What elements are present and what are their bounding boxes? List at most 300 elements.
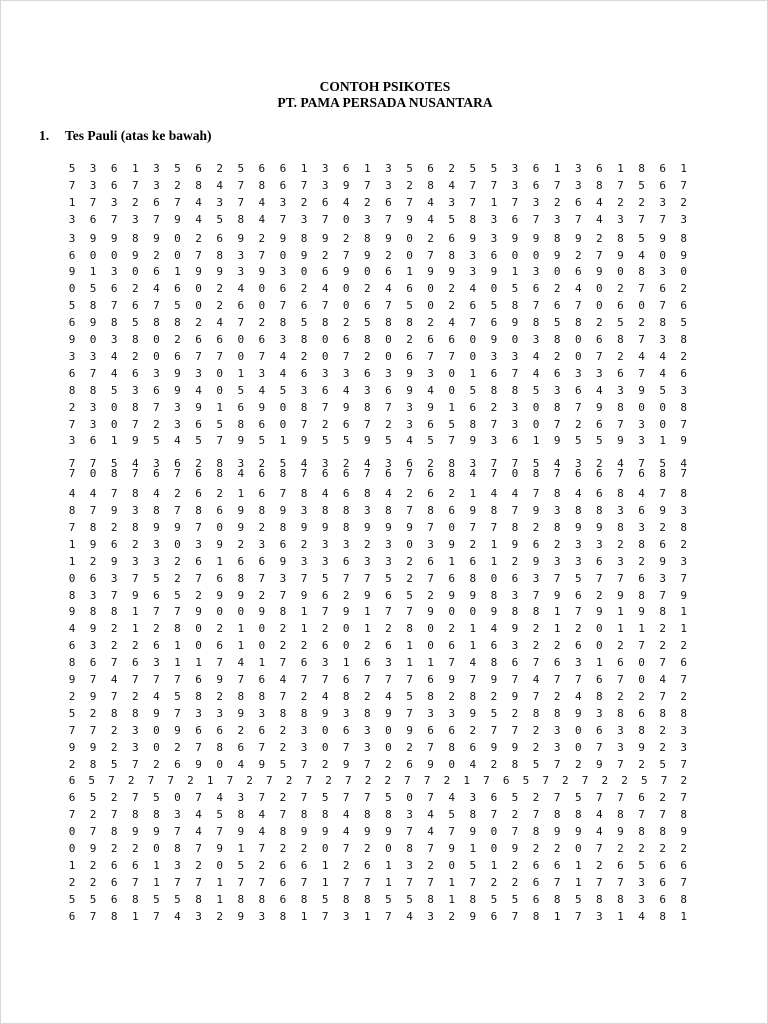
grid-digit: 6 (342, 673, 350, 686)
grid-digit: 6 (195, 554, 202, 568)
grid-digit: 6 (427, 673, 434, 686)
grid-digit: 8 (406, 842, 413, 855)
grid-digit: 6 (574, 265, 582, 279)
grid-digit: 2 (342, 457, 350, 471)
grid-digit: 2 (364, 842, 371, 855)
grid-digit: 6 (110, 178, 118, 192)
grid-digit: 7 (469, 875, 477, 889)
grid-digit: 2 (131, 639, 139, 653)
grid-digit: 8 (68, 656, 76, 670)
grid-digit: 7 (300, 178, 308, 192)
grid-row (67, 249, 689, 262)
grid-digit: 6 (321, 383, 329, 397)
grid-digit: 7 (89, 457, 97, 471)
grid-digit: 6 (153, 195, 160, 209)
grid-digit: 8 (385, 316, 392, 330)
grid-digit: 6 (364, 299, 371, 313)
grid-digit: 7 (195, 571, 202, 585)
grid-digit: 7 (617, 467, 624, 481)
grid-digit: 4 (659, 673, 666, 686)
grid-digit: 8 (237, 808, 245, 822)
grid-digit: 2 (279, 622, 287, 636)
grid-digit: 2 (131, 195, 139, 209)
grid-digit: 5 (110, 757, 118, 771)
grid-digit: 2 (300, 537, 308, 551)
grid-digit: 6 (321, 195, 329, 209)
grid-digit: 4 (153, 689, 160, 703)
grid-digit: 5 (110, 383, 118, 397)
grid-digit: 7 (469, 195, 477, 209)
grid-digit: 1 (469, 487, 477, 501)
grid-digit: 8 (68, 504, 76, 517)
grid-digit: 2 (617, 195, 624, 209)
grid-digit: 2 (279, 791, 287, 805)
grid-digit: 2 (300, 842, 308, 855)
grid-digit: 2 (638, 195, 645, 209)
grid-digit: 7 (680, 571, 688, 585)
grid-digit: 5 (596, 434, 603, 448)
grid-digit: 7 (574, 605, 582, 619)
grid-digit: 2 (448, 162, 455, 175)
grid-digit: 0 (385, 349, 392, 363)
grid-digit: 2 (532, 639, 540, 653)
grid-digit: 7 (532, 689, 540, 703)
grid-digit: 2 (89, 808, 97, 822)
grid-digit: 1 (153, 875, 160, 889)
grid-digit: 9 (617, 248, 624, 262)
grid-digit: 3 (617, 383, 624, 397)
grid-digit: 7 (258, 740, 266, 754)
grid-digit: 9 (574, 825, 582, 839)
grid-digit: 2 (448, 299, 455, 313)
grid-digit: 3 (364, 504, 371, 517)
grid-digit: 2 (574, 248, 582, 262)
grid-digit: 5 (469, 858, 477, 872)
grid-digit: 2 (216, 622, 223, 636)
grid-digit: 5 (258, 434, 266, 448)
grid-digit: 1 (237, 366, 245, 380)
grid-digit: 0 (448, 757, 455, 771)
grid-digit: 3 (258, 909, 266, 923)
grid-digit: 7 (258, 571, 266, 585)
grid-digit: 3 (321, 537, 329, 551)
grid-digit: 6 (427, 554, 434, 568)
grid-digit: 2 (89, 706, 97, 720)
grid-digit: 5 (68, 162, 76, 175)
grid-digit: 7 (68, 723, 76, 737)
grid-digit: 3 (131, 212, 139, 226)
grid-digit: 4 (279, 673, 287, 686)
grid-digit: 7 (300, 875, 308, 889)
grid-digit: 7 (131, 791, 139, 805)
grid-digit: 7 (342, 791, 350, 805)
grid-digit: 6 (258, 723, 266, 737)
grid-digit: 3 (364, 554, 371, 568)
grid-row (67, 791, 689, 804)
grid-digit: 6 (174, 757, 181, 771)
grid-digit: 9 (110, 231, 118, 245)
grid-digit: 3 (574, 366, 582, 380)
grid-digit: 0 (659, 417, 666, 431)
grid-row (67, 487, 689, 500)
grid-row (67, 842, 689, 855)
grid-digit: 6 (68, 366, 76, 380)
grid-digit: 2 (131, 689, 139, 703)
grid-digit: 3 (89, 349, 97, 363)
grid-digit: 8 (68, 588, 76, 602)
grid-digit: 2 (638, 554, 645, 568)
grid-digit: 2 (285, 774, 293, 788)
grid-digit: 1 (237, 487, 245, 501)
grid-digit: 3 (638, 520, 645, 534)
grid-digit: 2 (680, 282, 688, 296)
grid-digit: 7 (258, 349, 266, 363)
grid-row (67, 656, 689, 669)
grid-digit: 9 (427, 400, 434, 414)
grid-digit: 7 (174, 605, 181, 619)
grid-digit: 9 (258, 400, 266, 414)
grid-digit: 7 (574, 299, 582, 313)
grid-digit: 6 (195, 417, 202, 431)
grid-digit: 3 (638, 417, 645, 431)
grid-digit: 7 (321, 909, 329, 923)
grid-digit: 3 (490, 349, 498, 363)
grid-digit: 3 (680, 554, 688, 568)
grid-digit: 6 (279, 537, 287, 551)
grid-digit: 6 (406, 349, 413, 363)
grid-digit: 1 (448, 400, 455, 414)
grid-digit: 8 (638, 537, 645, 551)
grid-digit: 2 (385, 757, 392, 771)
grid-digit: 1 (300, 162, 308, 175)
grid-digit: 3 (68, 231, 76, 245)
grid-digit: 6 (216, 639, 223, 653)
grid-digit: 9 (153, 825, 160, 839)
grid-digit: 5 (279, 383, 287, 397)
grid-digit: 3 (490, 231, 498, 245)
grid-digit: 6 (617, 366, 624, 380)
grid-digit: 9 (680, 825, 688, 839)
grid-row (67, 316, 689, 329)
grid-digit: 9 (131, 434, 139, 448)
grid-digit: 0 (216, 605, 223, 619)
grid-digit: 9 (469, 825, 477, 839)
grid-digit: 6 (195, 673, 202, 686)
grid-digit: 7 (406, 673, 413, 686)
grid-digit: 2 (364, 195, 371, 209)
grid-digit: 0 (596, 282, 603, 296)
grid-digit: 8 (300, 333, 308, 346)
grid-digit: 8 (448, 248, 455, 262)
grid-row (67, 758, 689, 771)
grid-digit: 9 (364, 520, 371, 534)
grid-digit: 4 (258, 212, 266, 226)
grid-digit: 7 (427, 740, 434, 754)
grid-digit: 4 (427, 808, 434, 822)
grid-digit: 0 (300, 265, 308, 279)
grid-digit: 2 (279, 639, 287, 653)
grid-digit: 3 (153, 554, 160, 568)
grid-digit: 0 (195, 282, 202, 296)
grid-row (67, 808, 689, 821)
grid-digit: 9 (216, 588, 223, 602)
grid-digit: 6 (110, 892, 118, 906)
grid-digit: 9 (131, 248, 139, 262)
grid-digit: 7 (195, 740, 202, 754)
grid-digit: 0 (448, 605, 455, 619)
grid-digit: 2 (532, 622, 540, 636)
grid-digit: 6 (680, 366, 688, 380)
grid-digit: 8 (237, 212, 245, 226)
grid-digit: 3 (89, 639, 97, 653)
grid-digit: 7 (542, 774, 549, 788)
grid-digit: 5 (153, 892, 160, 906)
grid-digit: 7 (89, 195, 97, 209)
grid-digit: 8 (110, 909, 118, 923)
grid-digit: 9 (131, 588, 139, 602)
grid-digit: 6 (237, 740, 245, 754)
grid-digit: 0 (574, 842, 582, 855)
grid-digit: 7 (406, 825, 413, 839)
grid-digit: 8 (659, 467, 666, 481)
grid-digit: 7 (553, 757, 561, 771)
grid-digit: 4 (153, 282, 160, 296)
grid-digit: 3 (448, 706, 455, 720)
grid-digit: 2 (153, 417, 160, 431)
grid-digit: 0 (427, 282, 434, 296)
grid-digit: 6 (300, 299, 308, 313)
grid-digit: 0 (490, 825, 498, 839)
grid-digit: 5 (490, 162, 498, 175)
grid-digit: 5 (300, 316, 308, 330)
grid-digit: 5 (511, 282, 519, 296)
grid-digit: 3 (659, 333, 666, 346)
grid-digit: 7 (483, 774, 490, 788)
grid-digit: 0 (490, 842, 498, 855)
grid-digit: 0 (258, 622, 266, 636)
grid-digit: 6 (279, 178, 287, 192)
grid-digit: 2 (532, 723, 540, 737)
grid-digit: 1 (131, 909, 139, 923)
grid-digit: 7 (68, 457, 76, 471)
grid-digit: 2 (490, 875, 498, 889)
grid-digit: 8 (110, 825, 118, 839)
grid-digit: 3 (385, 366, 392, 380)
grid-digit: 2 (195, 231, 202, 245)
grid-digit: 8 (553, 892, 561, 906)
grid-digit: 1 (279, 434, 287, 448)
grid-digit: 8 (195, 178, 202, 192)
grid-digit: 0 (68, 282, 76, 296)
grid-digit: 0 (153, 723, 160, 737)
grid-digit: 9 (237, 825, 245, 839)
grid-digit: 2 (680, 195, 688, 209)
grid-digit: 9 (448, 588, 455, 602)
grid-row (67, 333, 689, 346)
grid-digit: 9 (153, 706, 160, 720)
grid-digit: 6 (110, 537, 118, 551)
grid-digit: 1 (174, 639, 181, 653)
grid-digit: 6 (427, 467, 434, 481)
grid-digit: 7 (110, 689, 118, 703)
grid-digit: 2 (638, 689, 645, 703)
grid-digit: 9 (617, 434, 624, 448)
grid-row (67, 572, 689, 585)
grid-digit: 8 (427, 178, 434, 192)
grid-digit: 3 (511, 349, 519, 363)
grid-digit: 3 (258, 366, 266, 380)
grid-digit: 7 (385, 909, 392, 923)
grid-digit: 5 (385, 791, 392, 805)
grid-digit: 3 (279, 195, 287, 209)
grid-digit: 9 (574, 706, 582, 720)
grid-digit: 6 (680, 656, 688, 670)
grid-digit: 9 (680, 434, 688, 448)
grid-digit: 9 (553, 434, 561, 448)
grid-digit: 0 (258, 639, 266, 653)
grid-digit: 3 (174, 808, 181, 822)
grid-digit: 6 (131, 656, 139, 670)
grid-digit: 8 (131, 808, 139, 822)
grid-digit: 8 (596, 689, 603, 703)
grid-digit: 3 (596, 909, 603, 923)
grid-digit: 0 (532, 417, 540, 431)
grid-digit: 9 (237, 909, 245, 923)
grid-row (67, 639, 689, 652)
grid-digit: 9 (237, 706, 245, 720)
grid-digit: 6 (153, 383, 160, 397)
grid-digit: 3 (321, 656, 329, 670)
grid-digit: 9 (553, 248, 561, 262)
grid-digit: 7 (617, 757, 624, 771)
grid-row (67, 774, 689, 787)
grid-digit: 6 (502, 774, 510, 788)
grid-digit: 2 (448, 689, 455, 703)
grid-digit: 0 (342, 622, 350, 636)
grid-digit: 9 (110, 504, 118, 517)
grid-digit: 7 (321, 212, 329, 226)
grid-digit: 2 (596, 457, 603, 471)
grid-digit: 5 (659, 757, 666, 771)
grid-digit: 9 (406, 520, 413, 534)
grid-digit: 7 (659, 808, 666, 822)
grid-digit: 2 (237, 537, 245, 551)
grid-digit: 6 (596, 162, 603, 175)
grid-digit: 8 (364, 333, 371, 346)
grid-digit: 4 (469, 757, 477, 771)
grid-row (67, 282, 689, 295)
grid-digit: 4 (596, 383, 603, 397)
grid-digit: 7 (385, 605, 392, 619)
grid-digit: 1 (463, 774, 470, 788)
grid-digit: 0 (279, 417, 287, 431)
grid-digit: 6 (153, 588, 160, 602)
grid-digit: 3 (427, 537, 434, 551)
grid-digit: 4 (659, 349, 666, 363)
grid-digit: 9 (68, 333, 76, 346)
grid-digit: 9 (195, 757, 202, 771)
grid-digit: 9 (216, 842, 223, 855)
grid-digit: 5 (174, 588, 181, 602)
grid-digit: 1 (89, 265, 97, 279)
section-title: Tes Pauli (atas ke bawah) (65, 128, 212, 143)
grid-digit: 2 (638, 757, 645, 771)
grid-digit: 3 (680, 383, 688, 397)
grid-digit: 3 (279, 571, 287, 585)
grid-digit: 4 (596, 825, 603, 839)
grid-digit: 4 (195, 383, 202, 397)
grid-digit: 9 (364, 825, 371, 839)
grid-digit: 8 (68, 383, 76, 397)
grid-digit: 9 (279, 231, 287, 245)
grid-digit: 5 (131, 316, 139, 330)
grid-digit: 7 (364, 417, 371, 431)
grid-digit: 0 (279, 400, 287, 414)
grid-digit: 6 (490, 791, 498, 805)
grid-digit: 0 (195, 639, 202, 653)
grid-row (67, 504, 689, 517)
grid-digit: 6 (532, 537, 540, 551)
grid-digit: 4 (300, 457, 308, 471)
grid-digit: 0 (174, 248, 181, 262)
grid-digit: 8 (596, 504, 603, 517)
grid-digit: 8 (385, 504, 392, 517)
grid-digit: 8 (617, 231, 624, 245)
grid-digit: 3 (153, 162, 160, 175)
grid-digit: 0 (321, 333, 329, 346)
grid-digit: 0 (406, 537, 413, 551)
grid-digit: 6 (469, 554, 477, 568)
grid-digit: 6 (617, 299, 624, 313)
grid-digit: 6 (596, 673, 603, 686)
grid-digit: 1 (680, 162, 688, 175)
grid-digit: 9 (300, 588, 308, 602)
grid-digit: 8 (553, 487, 561, 501)
grid-digit: 5 (448, 212, 455, 226)
grid-digit: 0 (321, 842, 329, 855)
grid-digit: 6 (68, 248, 76, 262)
grid-digit: 4 (195, 808, 202, 822)
grid-digit: 7 (532, 808, 540, 822)
grid-digit: 9 (342, 178, 350, 192)
grid-digit: 8 (680, 231, 688, 245)
grid-digit: 6 (195, 333, 202, 346)
grid-digit: 1 (131, 162, 139, 175)
grid-digit: 8 (511, 757, 519, 771)
grid-digit: 4 (153, 487, 160, 501)
grid-digit: 6 (258, 673, 266, 686)
grid-digit: 5 (469, 383, 477, 397)
grid-digit: 9 (216, 537, 223, 551)
grid-digit: 5 (110, 457, 118, 471)
grid-digit: 7 (638, 457, 645, 471)
grid-digit: 2 (153, 248, 160, 262)
grid-digit: 3 (89, 400, 97, 414)
grid-digit: 9 (321, 706, 329, 720)
grid-digit: 7 (321, 673, 329, 686)
grid-digit: 8 (469, 571, 477, 585)
grid-digit: 9 (68, 605, 76, 619)
grid-digit: 3 (553, 740, 561, 754)
grid-digit: 2 (216, 162, 223, 175)
grid-digit: 1 (553, 162, 561, 175)
grid-digit: 9 (617, 588, 624, 602)
document-title: CONTOH PSIKOTES (319, 79, 451, 94)
grid-digit: 7 (279, 487, 287, 501)
grid-digit: 1 (258, 656, 266, 670)
grid-digit: 1 (174, 656, 181, 670)
grid-digit: 3 (89, 417, 97, 431)
